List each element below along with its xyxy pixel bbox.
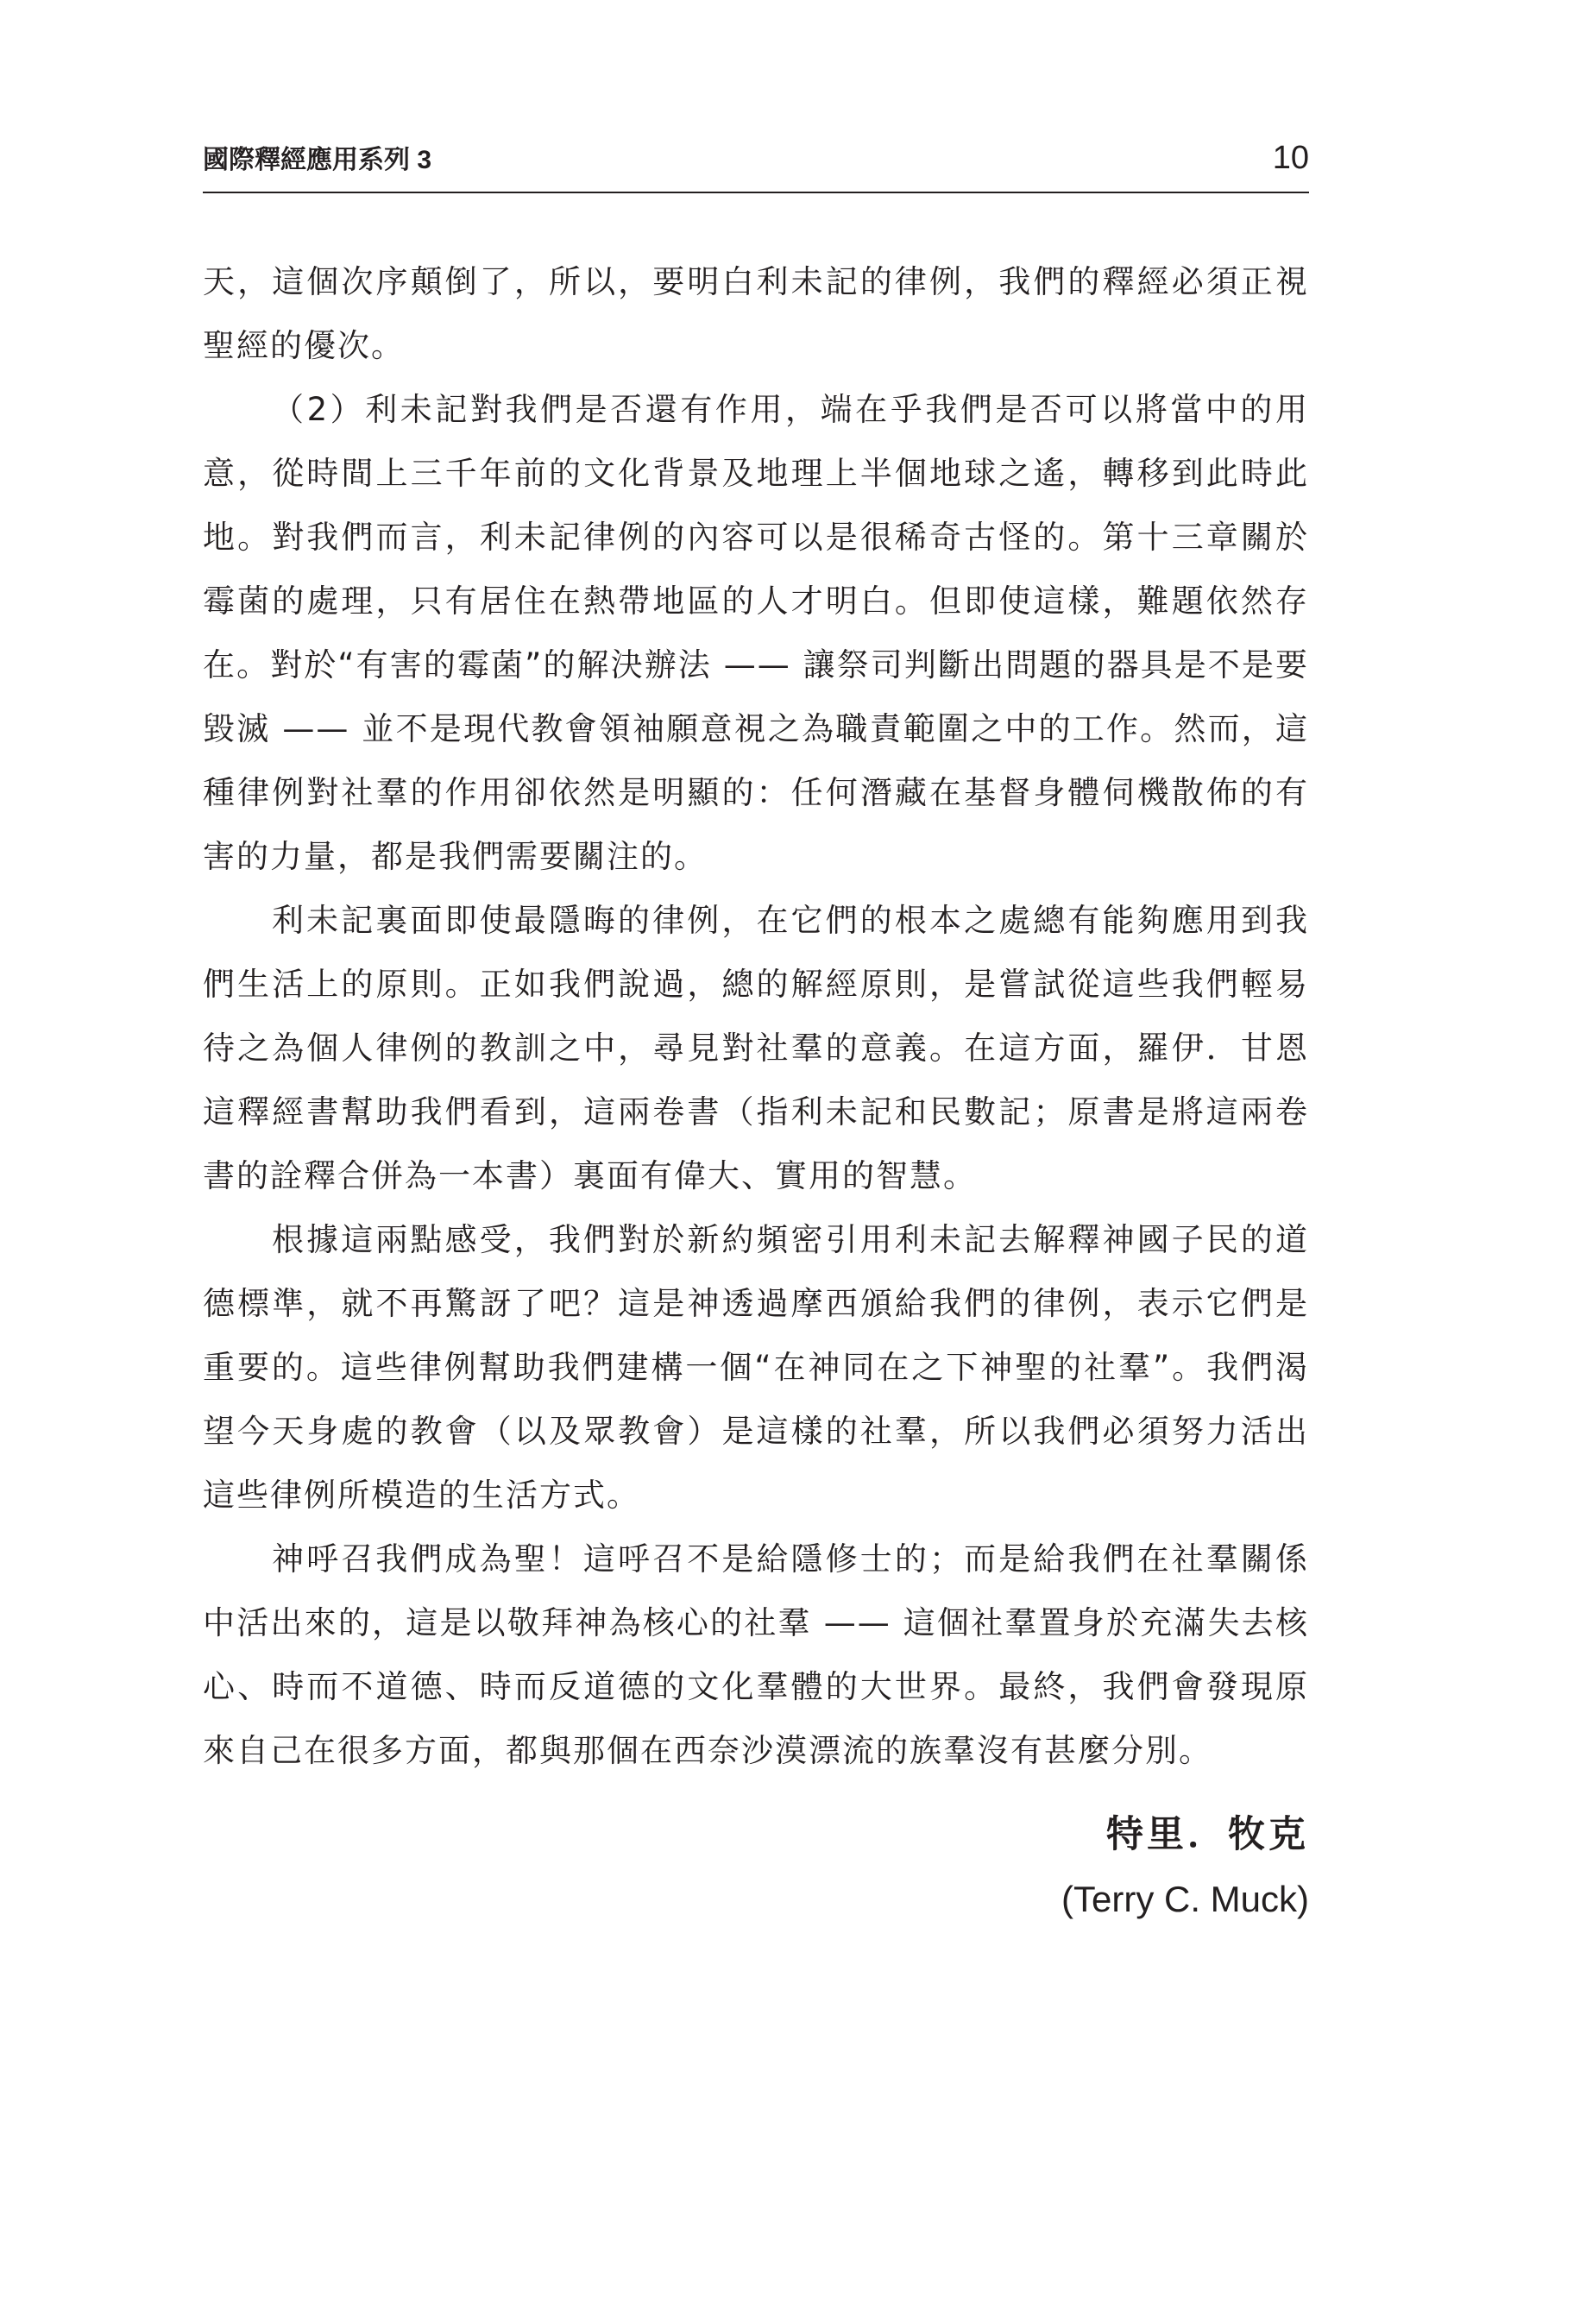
series-title: 國際釋經應用系列 3	[203, 146, 432, 174]
paragraph: 神呼召我們成為聖！這呼召不是給隱修士的；而是給我們在社羣關係中活出來的，這是以敬拜神為核心的社羣 —— 這個社羣置身於充滿失去核心、時而不道德、時而反道德的文化羣體的大世界。最終，我們會發現原來自己在很多方面，都與那個在西奈沙漠漂流的族羣沒有甚麼分別。	[203, 1540, 1309, 1769]
running-header	[203, 138, 1309, 193]
author-name-english: (Terry C. Muck)	[1061, 1879, 1309, 1919]
paragraph-continued: 天，這個次序顛倒了，所以，要明白利未記的律例，我們的釋經必須正視聖經的優次。	[203, 263, 1309, 364]
page-number: 10	[1272, 140, 1309, 176]
author-signature	[1061, 1809, 1309, 1923]
paragraph: 利未記裏面即使最隱晦的律例，在它們的根本之處總有能夠應用到我們生活上的原則。正如我們說過，總的解經原則，是嘗試從這些我們輕易待之為個人律例的教訓之中，尋見對社羣的意義。在這方面，羅伊．甘恩這釋經書幫助我們看到，這兩卷書（指利未記和民數記；原書是將這兩卷書的詮釋合併為一本書）裏面有偉大、實用的智慧。	[203, 902, 1309, 1194]
body-text	[203, 250, 1309, 1783]
paragraph: 根據這兩點感受，我們對於新約頻密引用利未記去解釋神國子民的道德標準，就不再驚訝了吧？這是神透過摩西頒給我們的律例，表示它們是重要的。這些律例幫助我們建構一個“在神同在之下神聖的社羣”。我們渴望今天身處的教會（以及眾教會）是這樣的社羣，所以我們必須努力活出這些律例所模造的生活方式。	[203, 1221, 1309, 1514]
paragraph: （2）利未記對我們是否還有作用，端在乎我們是否可以將當中的用意，從時間上三千年前的文化背景及地理上半個地球之遙，轉移到此時此地。對我們而言，利未記律例的內容可以是很稀奇古怪的。第十三章關於霉菌的處理，只有居住在熱帶地區的人才明白。但即使這樣，難題依然存在。對於“有害的霉菌”的解決辦法 —— 讓祭司判斷出問題的器具是不是要毀滅 —— 並不是現代教會領袖願意視之為職責範圍之中的工作。然而，這種律例對社羣的作用卻依然是明顯的：任何潛藏在基督身體伺機散佈的有害的力量，都是我們需要關注的。	[203, 391, 1309, 875]
author-name-chinese: 特里．牧克	[1106, 1814, 1309, 1855]
